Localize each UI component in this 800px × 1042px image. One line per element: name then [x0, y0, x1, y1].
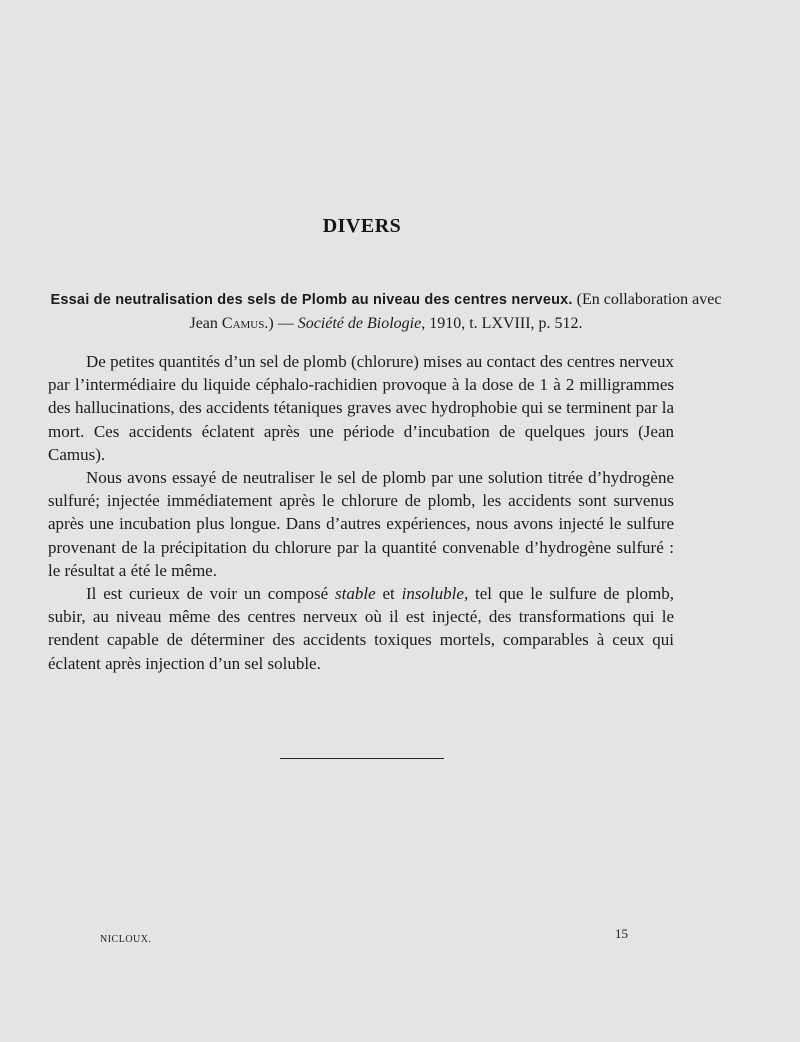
reference-journal: Société de Biologie — [297, 315, 422, 332]
section-divider — [280, 758, 444, 759]
reference-title: Essai de neutralisation des sels de Plomb au niveau des centres nerveux. — [50, 292, 573, 308]
paragraph-3-part-c: , tel que le sulfure de plomb, subir, au niveau même des centres nerveux où il est injecté, des transformations qui le rendent capable de déterminer des accidents toxiques mortels, comparables à ceux qui éclatent après injection d’un sel soluble. — [48, 584, 674, 673]
paragraph-3 — [48, 582, 674, 675]
paragraph-1: De petites quantités d’un sel de plomb (chlorure) mises au contact des centres nerveux par l’intermédiaire du liquide céphalo-rachidien provoque à la dose de 1 à 2 milligrammes des hallucinations, des accidents tétaniques graves avec hydrophobie qui se terminent par la mort. Ces accidents éclatent après une période d’incubation de quelques jours (Jean Camus). — [48, 352, 674, 464]
paragraph-3-insoluble: insoluble — [401, 584, 464, 604]
paragraph-3-part-b: et — [375, 584, 402, 604]
reference-coauthor: Camus — [221, 315, 265, 332]
reference-collaboration-close: .) — — [264, 315, 298, 332]
footer-author: NICLOUX. — [100, 934, 152, 945]
section-title: DIVERS — [322, 215, 402, 237]
bibliographic-reference — [48, 288, 724, 336]
paragraph-3-stable: stable — [335, 584, 376, 604]
paragraph-2: Nous avons essayé de neutraliser le sel de plomb par une solution titrée d’hydrogène sulfuré; injectée immédiatement après le chlorure de plomb, les accidents sont survenus après une incubation plus longue. Dans d’autres expériences, nous avons injecté le sulfure provenant de la précipitation du chlorure par la quantité convenable d’hydrogène sulfuré : le résultat a été le même. — [48, 468, 674, 580]
paragraph-3-part-a: Il est curieux de voir un composé — [86, 584, 336, 604]
article-body — [48, 350, 674, 675]
reference-details: , 1910, t. LXVIII, p. 512. — [421, 315, 583, 332]
page-number: 15 — [615, 926, 628, 941]
reference-collaboration-open: (En collaboration avec Jean — [189, 291, 722, 332]
